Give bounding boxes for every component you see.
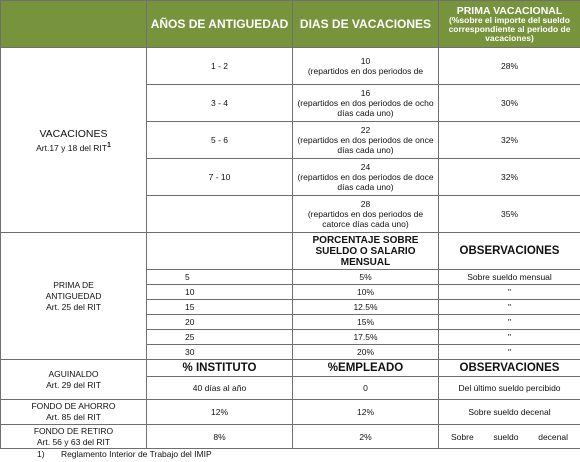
header-premium-title: PRIMA VACACIONAL xyxy=(456,4,563,17)
vac-premium: 30% xyxy=(439,85,580,122)
footnote-mark: 1 xyxy=(106,141,111,149)
prima-years-header xyxy=(147,233,293,270)
retiro-article: Art. 56 y 63 del RIT xyxy=(36,436,111,447)
header-years: AÑOS DE ANTIGUEDAD xyxy=(147,1,293,48)
ahorro-instituto: 12% xyxy=(147,400,293,425)
aguinaldo-cell xyxy=(1,360,147,400)
prima-obs: " xyxy=(439,345,580,360)
table-row xyxy=(1,400,580,425)
prima-years: 5 xyxy=(147,270,293,285)
vac-premium: 32% xyxy=(439,122,580,159)
prima-label: PRIMA DE ANTIGUEDAD xyxy=(45,279,102,301)
vac-premium: 28% xyxy=(439,48,580,85)
prima-obs: " xyxy=(439,330,580,345)
retiro-instituto: 8% xyxy=(147,425,293,449)
aguinaldo-article: Art. 29 del RIT xyxy=(46,379,101,390)
vac-days-note: (repartidos en dos periodos de once días cada uno) xyxy=(297,135,434,155)
retiro-empleado: 2% xyxy=(293,425,439,449)
vac-days-note: (repartidos en dos periodos de doce días cada uno) xyxy=(297,172,434,192)
prima-pct: 10% xyxy=(293,285,439,300)
header-empty-cell xyxy=(1,1,147,48)
retiro-cell xyxy=(1,425,147,449)
prima-pct: 5% xyxy=(293,270,439,285)
vacaciones-label: VACACIONES xyxy=(39,127,108,140)
vac-days-cell xyxy=(293,48,439,85)
table-row xyxy=(1,48,580,85)
ahorro-label: FONDO DE AHORRO xyxy=(31,401,116,411)
prima-obs: Sobre sueldo mensual xyxy=(439,270,580,285)
vac-premium: 32% xyxy=(439,159,580,196)
observaciones-header: OBSERVACIONES xyxy=(439,360,580,377)
prima-pct: 17.5% xyxy=(293,330,439,345)
vac-years: 5 - 6 xyxy=(147,122,293,159)
aguinaldo-empleado: 0 xyxy=(293,377,439,400)
vac-years: 1 - 2 xyxy=(147,48,293,85)
vac-days-cell xyxy=(293,196,439,233)
ahorro-obs: Sobre sueldo decenal xyxy=(439,400,580,425)
vacaciones-cell xyxy=(1,48,147,233)
vac-days: 16 xyxy=(360,88,371,98)
table-row xyxy=(1,233,580,270)
prima-pct: 15% xyxy=(293,315,439,330)
vac-days-note: (repartidos en dos periodos de catorce días cada uno) xyxy=(307,209,424,229)
aguinaldo-label: AGUINALDO xyxy=(48,368,99,379)
prima-pct: 20% xyxy=(293,345,439,360)
ahorro-cell xyxy=(1,400,147,425)
vac-days-cell xyxy=(293,159,439,196)
prima-pct: 12.5% xyxy=(293,300,439,315)
table-row xyxy=(1,360,580,377)
aguinaldo-obs: Del último sueldo percibido xyxy=(439,377,580,400)
header-premium-subtitle: (%sobre el importe del sueldo correspondiente al periodo de vacaciones) xyxy=(448,14,571,43)
prima-obs: " xyxy=(439,300,580,315)
vacaciones-article: Art.17 y 18 del RIT$^1$ xyxy=(36,141,111,153)
prima-years: 20 xyxy=(147,315,293,330)
vac-days: 22 xyxy=(360,125,371,135)
vac-years xyxy=(147,196,293,233)
vac-days: 24 xyxy=(360,162,371,172)
table-header-row xyxy=(1,1,580,48)
vac-days: 10 xyxy=(360,56,371,66)
instituto-header: % INSTITUTO xyxy=(147,360,293,377)
prima-obs: " xyxy=(439,285,580,300)
prima-years: 25 xyxy=(147,330,293,345)
vac-days-cell xyxy=(293,85,439,122)
retiro-obs-cell xyxy=(439,425,580,449)
vac-years: 7 - 10 xyxy=(147,159,293,196)
retiro-obs: Sobre sueldo decenal xyxy=(451,431,568,442)
prima-years: 15 xyxy=(147,300,293,315)
vac-days-note: (repartidos en dos periodos de xyxy=(307,66,424,76)
prima-pct-header: PORCENTAJE SOBRE SUELDO O SALARIO MENSUAL xyxy=(293,233,439,270)
prima-obs-header: OBSERVACIONES xyxy=(439,233,580,270)
vac-years: 3 - 4 xyxy=(147,85,293,122)
header-vacation-days: DIAS DE VACACIONES xyxy=(293,1,439,48)
vac-days-cell xyxy=(293,122,439,159)
prima-years: 10 xyxy=(147,285,293,300)
footnote xyxy=(37,449,212,459)
empleado-header: %EMPLEADO xyxy=(293,360,439,377)
prima-article: Art. 25 del RIT xyxy=(46,301,101,312)
prima-cell xyxy=(1,233,147,360)
vac-premium: 35% xyxy=(439,196,580,233)
prima-years: 30 xyxy=(147,345,293,360)
prima-obs: " xyxy=(439,315,580,330)
footnote-number: 1) xyxy=(37,449,45,459)
table-row xyxy=(1,425,580,449)
ahorro-empleado: 12% xyxy=(293,400,439,425)
aguinaldo-instituto: 40 días al año xyxy=(147,377,293,400)
vac-days: 28 xyxy=(360,199,371,209)
ahorro-article: Art. 85 del RIT xyxy=(46,412,101,422)
header-vacation-premium xyxy=(439,1,580,48)
vac-days-note: (repartidos en dos periodos de ocho días cada uno) xyxy=(297,98,434,118)
footnote-text: Reglamento Interior de Trabajo del IMIP xyxy=(60,449,212,459)
retiro-label: FONDO DE RETIRO xyxy=(33,425,114,436)
